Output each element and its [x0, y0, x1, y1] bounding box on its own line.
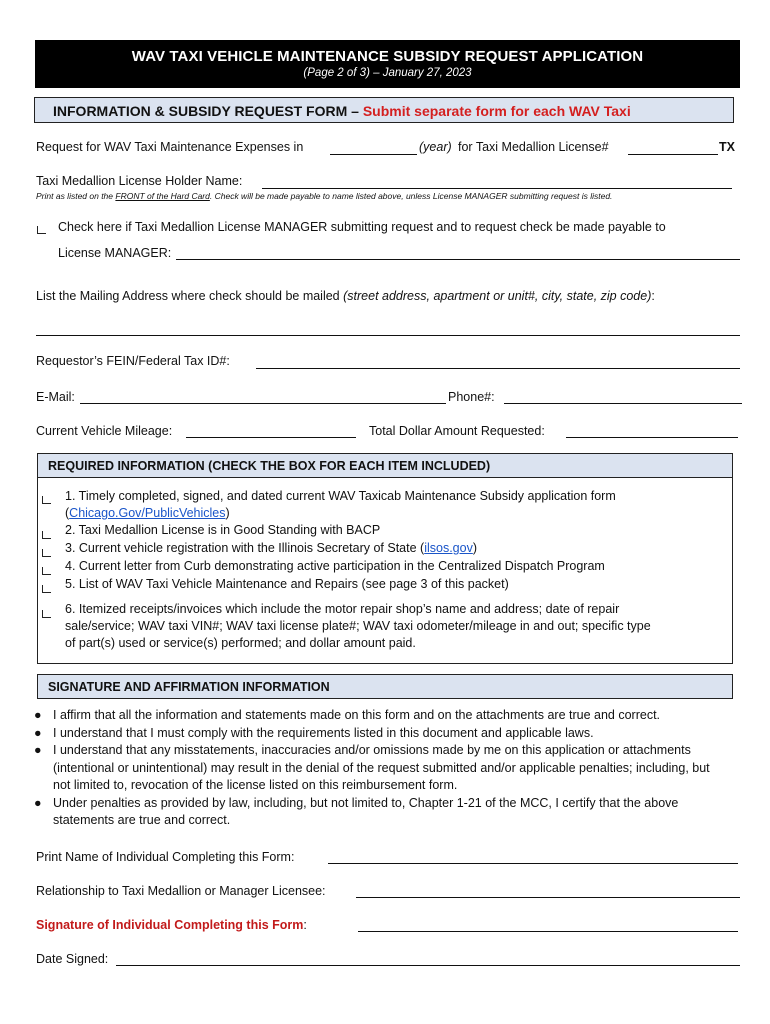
- mailing-colon: :: [651, 289, 655, 303]
- checkbox-icon: [42, 549, 51, 557]
- checkbox-icon: [42, 585, 51, 593]
- section-signature-header: [37, 674, 733, 699]
- signature-label: [36, 918, 307, 932]
- phone-label: Phone#:: [448, 390, 495, 404]
- year-label: (year): [419, 140, 452, 154]
- email-field[interactable]: [80, 403, 446, 404]
- item3-text-a: 3. Current vehicle registration with the Illinois Secretary of State (: [65, 541, 425, 555]
- item5-checkbox[interactable]: [42, 580, 51, 598]
- year-field[interactable]: [330, 154, 417, 155]
- holder-note-underlined: FRONT of the Hard Card: [115, 191, 210, 201]
- holder-note-suffix: . Check will be made payable to name listed above, unless License MANAGER submitting request is listed.: [209, 191, 613, 201]
- email-label: E-Mail:: [36, 390, 75, 404]
- item2-text: 2. Taxi Medallion License is in Good Standing with BACP: [65, 523, 381, 537]
- item6-checkbox[interactable]: [42, 605, 51, 623]
- item6-line2: sale/service; WAV taxi VIN#; WAV taxi license plate#; WAV taxi odometer/mileage in and out; specific type: [65, 619, 651, 633]
- holder-name-label: Taxi Medallion License Holder Name:: [36, 174, 243, 188]
- mailing-hint: (street address, apartment or unit#, city, state, zip code): [343, 289, 652, 303]
- mileage-field[interactable]: [186, 437, 356, 438]
- affirmation-text: I understand that any misstatements, inaccuracies and/or omissions made by me on this application or attachments (intentional or unintentional) may result in the denial of the request submitted and/or applicable penalties; including, but not limited to, revocation of the license listed on this reimbursement form.: [53, 743, 710, 792]
- manager-check-text: Check here if Taxi Medallion License MANAGER submitting request and to request check be made payable to: [58, 220, 666, 234]
- signature-colon: :: [303, 918, 307, 932]
- item1-link-line: (Chicago.Gov/PublicVehicles): [65, 506, 230, 520]
- page-subtitle: (Page 2 of 3) – January 27, 2023: [303, 67, 472, 79]
- bullet-icon: ●: [34, 743, 42, 757]
- checkbox-icon: [42, 496, 51, 504]
- total-amount-field[interactable]: [566, 437, 738, 438]
- section-info-title-red: Submit separate form for each WAV Taxi: [362, 103, 631, 119]
- manager-label: License MANAGER:: [58, 246, 172, 260]
- item1-checkbox[interactable]: [42, 491, 51, 509]
- item6-line1: 6. Itemized receipts/invoices which include the motor repair shop’s name and address; date of repair: [65, 602, 620, 616]
- print-name-label: Print Name of Individual Completing this Form:: [36, 850, 295, 864]
- affirmation-item: [33, 725, 743, 743]
- item1-text: 1. Timely completed, signed, and dated current WAV Taxicab Maintenance Subsidy application form: [65, 489, 616, 503]
- item4-checkbox[interactable]: [42, 562, 51, 580]
- chicago-gov-link[interactable]: Chicago.Gov/PublicVehicles: [69, 506, 226, 520]
- mailing-address-label: [36, 289, 655, 303]
- affirmation-item: [33, 742, 729, 795]
- fein-field[interactable]: [256, 368, 740, 369]
- license-suffix: TX: [719, 140, 735, 154]
- affirmation-text: I understand that I must comply with the requirements listed in this document and applicable laws.: [53, 725, 594, 740]
- section-required-title: REQUIRED INFORMATION (CHECK THE BOX FOR EACH ITEM INCLUDED): [48, 459, 491, 473]
- request-line-prefix: Request for WAV Taxi Maintenance Expenses in: [36, 140, 304, 154]
- affirmation-item: [33, 707, 743, 725]
- checkbox-icon: [42, 610, 51, 618]
- date-signed-field[interactable]: [116, 965, 740, 966]
- holder-name-field[interactable]: [262, 188, 732, 189]
- date-signed-label: Date Signed:: [36, 952, 109, 966]
- section-required-header: [37, 453, 733, 478]
- holder-note-prefix: Print as listed on the: [36, 191, 116, 201]
- item5-text: 5. List of WAV Taxi Vehicle Maintenance and Repairs (see page 3 of this packet): [65, 577, 509, 591]
- mileage-label: Current Vehicle Mileage:: [36, 424, 173, 438]
- phone-field[interactable]: [504, 403, 742, 404]
- section-info-title: INFORMATION & SUBSIDY REQUEST FORM –: [53, 103, 359, 119]
- bullet-icon: ●: [34, 795, 42, 810]
- affirmation-text: Under penalties as provided by law, including, but not limited to, Chapter 1-21 of the MCC, I certify that the above statements are true and correct.: [53, 795, 679, 827]
- item2-checkbox[interactable]: [42, 526, 51, 544]
- bullet-icon: ●: [34, 725, 42, 740]
- affirmation-item: [33, 795, 729, 830]
- item6-line3: of part(s) used or service(s) performed; and dollar amount paid.: [65, 636, 416, 650]
- mailing-address-field[interactable]: [36, 335, 740, 336]
- mailing-label-text: List the Mailing Address where check should be mailed: [36, 289, 340, 303]
- affirmation-list: [33, 707, 743, 830]
- item4-text: 4. Current letter from Curb demonstrating active participation in the Centralized Dispatch Program: [65, 559, 605, 573]
- signature-field[interactable]: [358, 931, 738, 932]
- checkbox-icon: [37, 226, 46, 234]
- total-amount-label: Total Dollar Amount Requested:: [369, 424, 545, 438]
- signature-label-text: Signature of Individual Completing this Form: [36, 918, 304, 932]
- item3-text: [65, 540, 477, 557]
- manager-name-field[interactable]: [176, 259, 740, 260]
- holder-name-note: [36, 191, 612, 201]
- bullet-icon: ●: [34, 708, 42, 722]
- manager-checkbox[interactable]: [37, 221, 46, 239]
- item3-checkbox[interactable]: [42, 544, 51, 562]
- fein-label: Requestor’s FEIN/Federal Tax ID#:: [36, 354, 230, 368]
- ilsos-link[interactable]: ilsos.gov: [424, 541, 473, 555]
- affirmation-text: I affirm that all the information and statements made on this form and on the attachments are true and correct.: [53, 708, 661, 722]
- title-bar: [35, 40, 740, 88]
- request-line-middle: for Taxi Medallion License#: [458, 140, 609, 154]
- section-signature-title: SIGNATURE AND AFFIRMATION INFORMATION: [48, 680, 330, 694]
- relationship-field[interactable]: [356, 897, 740, 898]
- print-name-field[interactable]: [328, 863, 738, 864]
- item3-text-b: ): [472, 541, 477, 555]
- relationship-label: Relationship to Taxi Medallion or Manager Licensee:: [36, 884, 326, 898]
- medallion-license-field[interactable]: [628, 154, 718, 155]
- section-info-header: [34, 97, 734, 123]
- page-title: WAV TAXI VEHICLE MAINTENANCE SUBSIDY REQUEST APPLICATION: [131, 48, 644, 65]
- checkbox-icon: [42, 531, 51, 539]
- checkbox-icon: [42, 567, 51, 575]
